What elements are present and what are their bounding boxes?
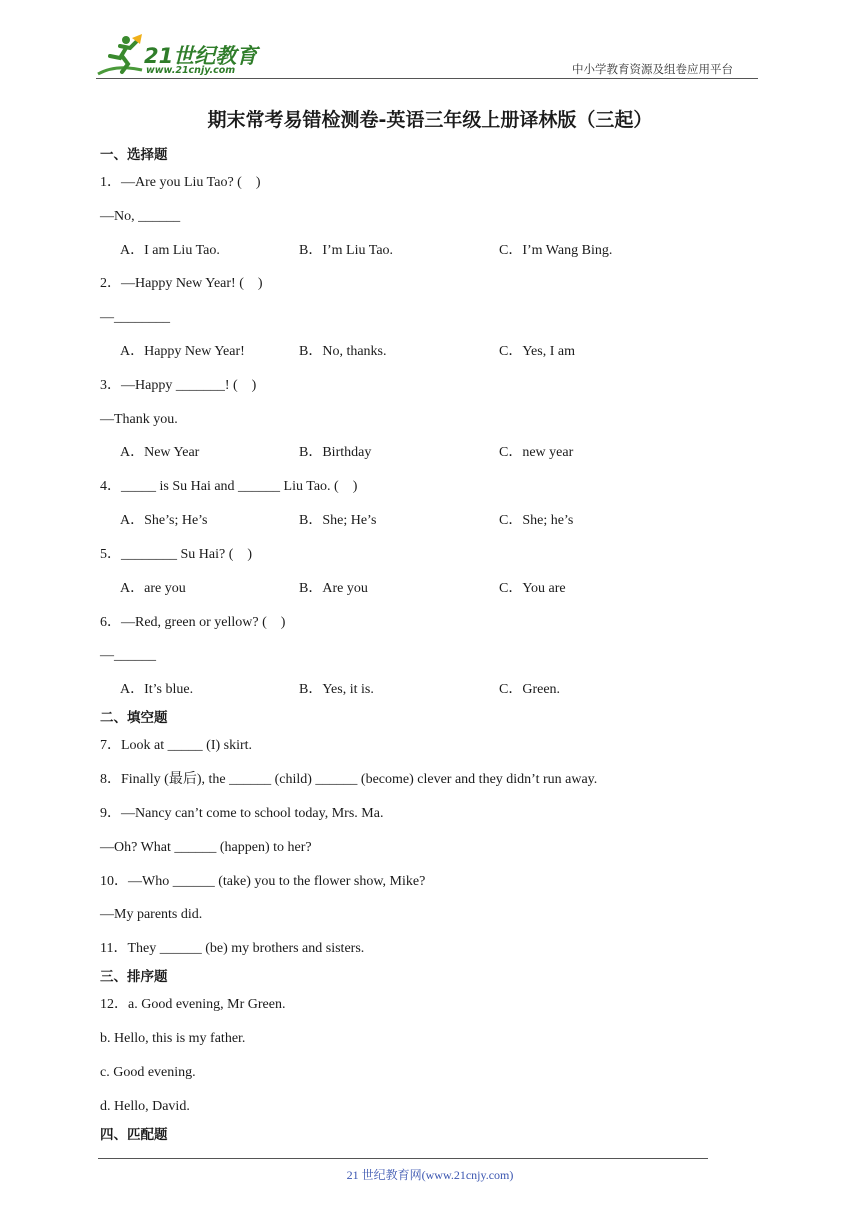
question-6-stem: 6．—Red, green or yellow? ( ) [100, 615, 286, 630]
question-3-option-b: B．Birthday [299, 445, 372, 460]
question-5-stem: 5．________ Su Hai? ( ) [100, 547, 253, 562]
question-5-option-a: A．are you [120, 581, 186, 596]
question-5-option-b: B．Are you [299, 581, 368, 596]
question-1-option-a: A．I am Liu Tao. [120, 243, 220, 258]
site-logo [96, 34, 266, 80]
logo-url: www.21cnjy.com [146, 65, 236, 76]
runner-logo-icon [96, 34, 148, 78]
question-4-option-b: B．She; He’s [299, 513, 377, 528]
footer-rule [98, 1158, 708, 1159]
question-3-option-a: A．New Year [120, 445, 200, 460]
question-5-option-c: C．You are [499, 581, 566, 596]
question-1-stem: 1．—Are you Liu Tao? ( ) [100, 175, 261, 190]
question-11: 11．They ______ (be) my brothers and sisters. [100, 941, 365, 956]
question-6-line2: —______ [100, 648, 156, 663]
question-10-line1: 10．—Who ______ (take) you to the flower show, Mike? [100, 874, 426, 889]
question-1-option-c: C．I’m Wang Bing. [499, 243, 613, 258]
question-6-option-a: A．It’s blue. [120, 682, 194, 697]
footer-text: 21 世纪教育网(www.21cnjy.com) [346, 1168, 514, 1182]
question-3-line2: —Thank you. [100, 412, 178, 427]
question-12-item-b: b. Hello, this is my father. [100, 1031, 246, 1046]
question-6-option-b: B．Yes, it is. [299, 682, 374, 697]
question-7: 7．Look at _____ (I) skirt. [100, 738, 253, 753]
section-heading-ordering: 三、排序题 [100, 969, 168, 985]
question-4-option-a: A．She’s; He’s [120, 513, 208, 528]
question-3-option-c: C．new year [499, 445, 574, 460]
question-2-option-c: C．Yes, I am [499, 344, 575, 359]
question-4-stem: 4．_____ is Su Hai and ______ Liu Tao. ( ) [100, 479, 358, 494]
question-2-line2: —________ [100, 310, 170, 325]
question-6-option-c: C．Green. [499, 682, 561, 697]
question-9-line1: 9．—Nancy can’t come to school today, Mrs. Ma. [100, 806, 384, 821]
question-8: 8．Finally (最后), the ______ (child) ______ (become) clever and they didn’t run away. [100, 772, 598, 787]
header-rule [96, 78, 758, 79]
question-10-line2: —My parents did. [100, 907, 203, 922]
question-2-option-a: A．Happy New Year! [120, 344, 245, 359]
question-4-option-c: C．She; he’s [499, 513, 574, 528]
question-1-option-b: B．I’m Liu Tao. [299, 243, 394, 258]
question-2-option-b: B．No, thanks. [299, 344, 387, 359]
question-2-stem: 2．—Happy New Year! ( ) [100, 276, 263, 291]
platform-name: 中小学教育资源及组卷应用平台 [572, 62, 733, 76]
page-title: 期末常考易错检测卷-英语三年级上册译林版（三起） [207, 109, 653, 131]
section-heading-fill-blank: 二、填空题 [100, 710, 168, 726]
question-1-line2: —No, ______ [100, 209, 181, 224]
question-12-item-a: 12．a. Good evening, Mr Green. [100, 997, 286, 1012]
logo-title: 21世纪教育 [144, 44, 258, 68]
question-12-item-d: d. Hello, David. [100, 1099, 190, 1114]
question-9-line2: —Oh? What ______ (happen) to her? [100, 840, 312, 855]
question-3-stem: 3．—Happy _______! ( ) [100, 378, 257, 393]
section-heading-choice: 一、选择题 [100, 147, 168, 163]
question-12-item-c: c. Good evening. [100, 1065, 196, 1080]
section-heading-matching: 四、匹配题 [100, 1127, 168, 1143]
